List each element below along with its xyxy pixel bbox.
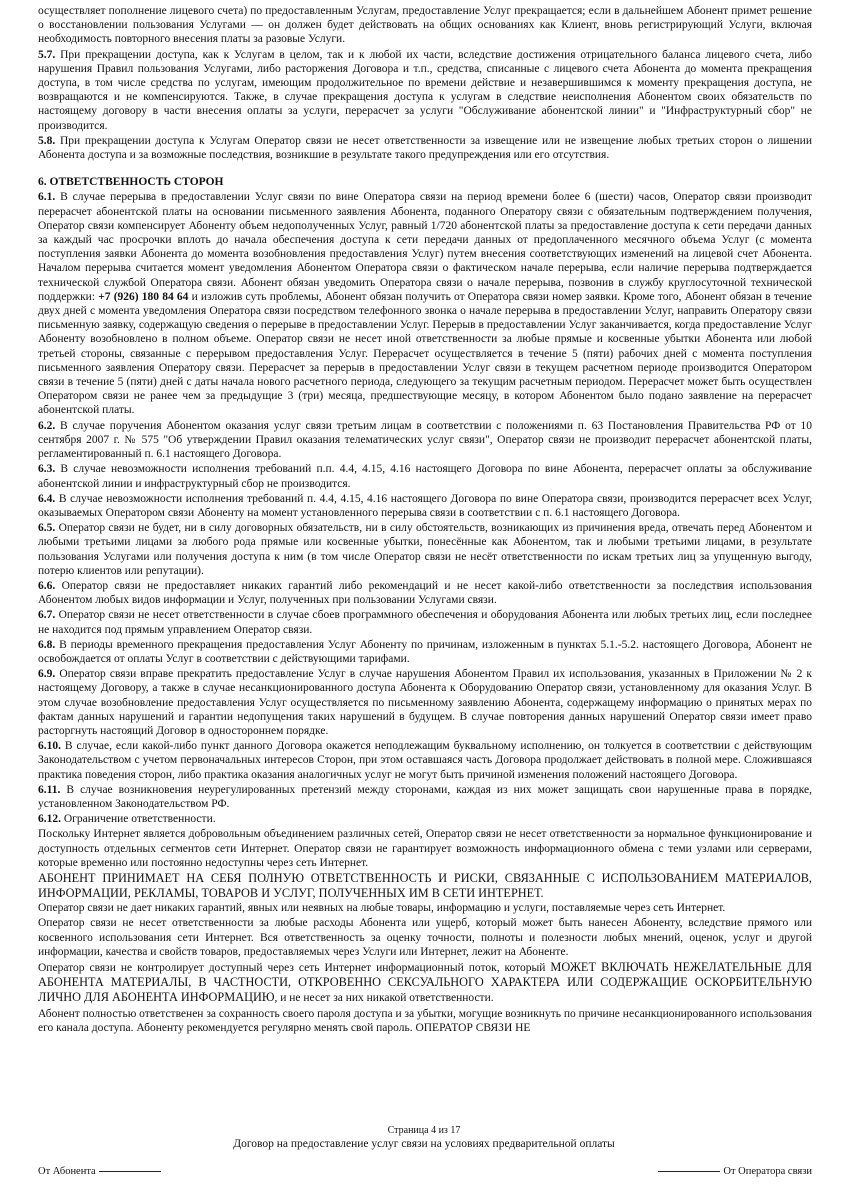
signature-label: От Абонента [38,1166,96,1177]
paragraph-content-control: Оператор связи не контролирует доступный через сеть Интернет информационный поток, который МОЖЕТ ВКЛЮЧАТЬ НЕЖЕЛАТЕЛЬНЫЕ ДЛЯ АБОНЕНТА МАТЕРИАЛЫ, В ЧАСТНОСТИ, ОТКРОВЕННО СЕКСУАЛЬНОГО ХАРАКТЕРА ИЛИ СОДЕРЖАЩИЕ ОСКОРБИТЕЛЬНУЮ ЛИЧНО ДЛЯ АБОНЕНТА ИНФОРМАЦИЮ, и не несет за них никакой ответственности. [38,959,812,1005]
clause-number: 6.6. [38,579,56,592]
clause-6-8: 6.8. В периоды временного прекращения предоставления Услуг Абоненту по причинам, изложенным в пунктах 5.1.-5.2. настоящего Договора, Абонент не освобождается от оплаты Услуг в соответствии с действующими тарифами. [38,638,812,665]
document-body [38,4,812,1035]
clause-6-4: 6.4. В случае невозможности исполнения требований п. 4.4, 4.15, 4.16 настоящего Договора по вине Оператора связи, производится перерасчет всех Услуг, оказываемых Оператором связи Абоненту на момент установленного перерыва связи в соответствии с п. 6.1 настоящего Договора. [38,492,812,519]
clause-number: 6.12. [38,813,61,826]
clause-6-6: 6.6. Оператор связи не предоставляет никаких гарантий либо рекомендаций и не несет какой-либо ответственности за последствия использования Абонентом любых видов информации и Услуг, полученных при пользовании Услугами связи. [38,579,812,607]
page-number: Страница 4 из 17 [387,1125,461,1136]
clause-number: 6.10. [38,740,61,753]
footer-title: Договор на предоставление услуг связи на условиях предварительной оплаты [233,1138,615,1150]
clause-6-11: 6.11. В случае возникновения неурегулированных претензий между сторонами, каждая из них может защищать свои нарушенные права в порядке, установленном Законодательством РФ. [38,783,812,810]
clause-number: 5.7. [38,48,56,61]
paragraph-expenses: Оператор связи не несет ответственности за любые расходы Абонента или ущерб, который может быть нанесен Абоненту, вследствие прямого или косвенного использования сети Интернет. Вся ответственность за оценку точности, полноты и полезности любых мнений, оценок, услуг и другой информации, качества и свойств товаров, предоставляемых через Услуги или Интернет, лежит на Абоненте. [38,917,812,958]
clause-number: 6.4. [38,492,56,505]
clause-number: 6.8. [38,638,56,651]
section-title: 6. ОТВЕТСТВЕННОСТЬ СТОРОН [38,176,224,189]
paragraph-continuation: осуществляет пополнение лицевого счета) по предоставленным Услугам, предоставление Услуг прекращается; если в дальнейшем Абонент примет решение о восстановлении пользования Услугами — он должен будет действовать на общих основаниях как Клиент, вновь регистрирующий Услуги, включая необходимость повторного внесения платы за разовые Услуги. [38,5,812,46]
signature-line [99,1171,161,1172]
paragraph-password: Абонент полностью ответственен за сохранность своего пароля доступа и за убытки, могущие возникнуть по причине несанкционированного использования его канала доступа. Абоненту рекомендуется регулярно менять свой пароль. ОПЕРАТОР СВЯЗИ НЕ [38,1007,812,1034]
signature-subscriber [38,1166,164,1177]
clause-number: 6.7. [38,609,56,622]
clause-6-9: 6.9. Оператор связи вправе прекратить предоставление Услуг в случае нарушения Абонентом Правил их использования, указанных в Приложении № 2 к настоящему Договору, а также в случае несанкционированного доступа Абонента к Оборудованию Оператор связи, установленному для оказания Услуг. В этом случае возобновление предоставления Услуг осуществляется по письменному заявлению Абонента, содержащему информацию о принятых мерах по фактам данных нарушений и гарантии недопущения таких нарушений в будущем. В случае повторения данных нарушений Оператор связи имеет право расторгнуть настоящий Договор в одностороннем порядке. [38,668,812,737]
clause-number: 5.8. [38,134,56,147]
clause-6-5: 6.5. Оператор связи не будет, ни в силу договорных обязательств, ни в силу обстоятельств, возникающих из причинения вреда, отвечать перед Абонентом и любыми третьими лицами за любого рода прямые или косвенные убытки, понесённые как Абонентом, так и любыми третьими лицами, в результате пользования Услугами или получения доступа к ним (в том числе Оператор связи не несёт ответственности по искам третьих лиц за упущенную выгоду, потерю клиентов или репутации). [38,522,812,577]
clause-6-12: 6.12. Ограничение ответственности. [38,813,216,826]
clause-number: 6.9. [38,668,56,681]
clause-number: 6.1. [38,191,56,204]
support-phone: +7 (926) 180 84 64 [98,290,189,303]
clause-number: 6.3. [38,463,56,476]
paragraph-caps-risk: АБОНЕНТ ПРИНИМАЕТ НА СЕБЯ ПОЛНУЮ ОТВЕТСТВЕННОСТЬ И РИСКИ, СВЯЗАННЫЕ С ИСПОЛЬЗОВАНИЕМ МАТЕРИАЛОВ, ИНФОРМАЦИИ, РЕКЛАМЫ, ТОВАРОВ И УСЛУГ, ПОЛУЧЕННЫХ ИМ В СЕТИ ИНТЕРНЕТ. [38,870,812,900]
clause-6-10: 6.10. В случае, если какой-либо пункт данного Договора окажется неподлежащим буквальному исполнению, он толкуется в соответствии с действующим Законодательством с учетом первоначальных интересов Сторон, при этом оставшаяся часть Договора продолжает действовать в полной мере. Сложившаяся практика поведения сторон, либо практика оказания аналогичных услуг не могут быть причиной изменения положений настоящего Договора. [38,740,812,781]
clause-number: 6.11. [38,783,61,796]
signature-line [658,1171,720,1172]
clause-6-3: 6.3. В случае невозможности исполнения требований п.п. 4.4, 4.15, 4.16 настоящего Договора по вине Абонента, перерасчет оплаты за обслуживание абонентской линии и инфраструктурный сбор не производится. [38,463,812,490]
clause-5-8: 5.8. При прекращении доступа к Услугам Оператор связи не несет ответственности за извещение или не извещение любых третьих сторон о лишении Абонента доступа и за возможные последствия, возникшие в результате такого предупреждения или его отсутствия. [38,134,812,162]
signature-operator [655,1166,812,1177]
signature-label: От Оператора связи [723,1166,812,1177]
clause-6-7: 6.7. Оператор связи не несет ответственности в случае сбоев программного обеспечения и оборудования Абонента или любых третьих лиц, если последнее не находится под прямым управлением Оператор связи. [38,609,812,636]
paragraph-internet: Поскольку Интернет является добровольным объединением различных сетей, Оператор связи не несет ответственности за нормальное функционирование и доступность отдельных сегментов сети Интернет. Оператор связи не гарантирует возможность информационного обмена с теми узлами или серверами, которые временно или постоянно недоступны через сеть Интернет. [38,828,812,869]
caps-warning: МОЖЕТ ВКЛЮЧАТЬ НЕЖЕЛАТЕЛЬНЫЕ ДЛЯ АБОНЕНТА МАТЕРИАЛЫ, В ЧАСТНОСТИ, ОТКРОВЕННО СЕКСУАЛЬНОГО ХАРАКТЕРА ИЛИ СОДЕРЖАЩИЕ ОСКОРБИТЕЛЬНУЮ ЛИЧНО ДЛЯ АБОНЕНТА ИНФОРМАЦИЮ [38,959,812,1005]
clause-6-2: 6.2. В случае поручения Абонентом оказания услуг связи третьим лицам в соответствии с положениями п. 63 Постановления Правительства РФ от 10 сентября 2007 г. № 575 "Об утверждении Правил оказания телематических услуг связи", Оператор связи не производит перерасчет абонентской платы, регламентированный п. 6.1 настоящего Договора. [38,419,812,461]
clause-5-7: 5.7. При прекращении доступа, как к Услугам в целом, так и к любой их части, вследствие достижения отрицательного баланса лицевого счета, либо нарушения Правил пользования Услугами, либо расторжения Договора и т.п., средства, списанные с лицевого счета Абонента до момента прекращения доступа, в том числе средства по услугам, имеющим продолжительное по времени действие и незавершившимся к моменту прекращения доступа, не возвращаются и не компенсируются. Также, в случае прекращения доступа к услугам в следствие неисполнения Абонентом своих обязательств по настоящему договору в части внесения оплаты за услуги, перерасчет за услуги "Обслуживание абонентской линии" и "Инфраструктурный сбор" не производится. [38,48,812,132]
clause-6-1: 6.1. В случае перерыва в предоставлении Услуг связи по вине Оператора связи на период времени более 6 (шести) часов, Оператор связи производит перерасчет абонентской платы на основании письменного заявления Абонента, поданного Оператору связи с обязательным подтверждением получения, Оператор связи компенсирует Абоненту объем недополученных Услуг, равный 1/720 абонентской платы за предоставление доступа к сети передачи данных за каждый час просрочки вплоть до начала обеспечения доступа к сети передачи данных от предоплаченного месячного объема Услуг (с момента поступления заявки Абонента до момента возобновления предоставления Услуг) путем внесения соответствующих изменений на лицевой счет Абонента. Началом перерыва считается момент уведомления Абонентом Оператора связи о фактическом начале перерыва, если наличие перерыва подтверждается технической службой Оператора связи. Абонент обязан уведомить Оператора связи о начале перерыва, позвонив в службу круглосуточной технической поддержки: +7 (926) 180 84 64 и изложив суть проблемы, Абонент обязан получить от Оператора связи номер заявки. Кроме того, Абонент обязан в течение двух дней с момента уведомления Оператора связи посредством телефонного звонка о начале перерыва в предоставлении Услуг, направить Оператору связи письменную заявку, содержащую сведения о перерыве в предоставлении Услуг. Перерыв в предоставлении Услуг заканчивается, когда предоставление Услуг Абоненту возобновлено в полном объеме. Оператор связи не несет иной ответственности за любые прямые и косвенные убытки Абонента или любой третьей стороны, связанные с перерывом предоставления Услуг. Перерасчет осуществляется в течение 5 (пяти) рабочих дней с момента поступления письменного заявления Оператору связи. Перерасчет за перерыв в предоставлении Услуг связи в текущем расчетном периоде производится Оператором связи в течение 5 (пяти) дней с даты начала нового расчетного периода, следующего за текущим расчетным периодом. Перерасчет может быть осуществлен Оператором связи не ранее чем за предыдущие 3 (три) месяца, предшествующие месяцу, в котором Абонентом было подано заявление на перерасчет абонентской платы. [38,191,812,417]
paragraph-guarantee: Оператор связи не дает никаких гарантий, явных или неявных на любые товары, информацию и услуги, поставляемые через сеть Интернет. [38,902,726,915]
clause-number: 6.5. [38,522,56,535]
clause-number: 6.2. [38,419,56,432]
